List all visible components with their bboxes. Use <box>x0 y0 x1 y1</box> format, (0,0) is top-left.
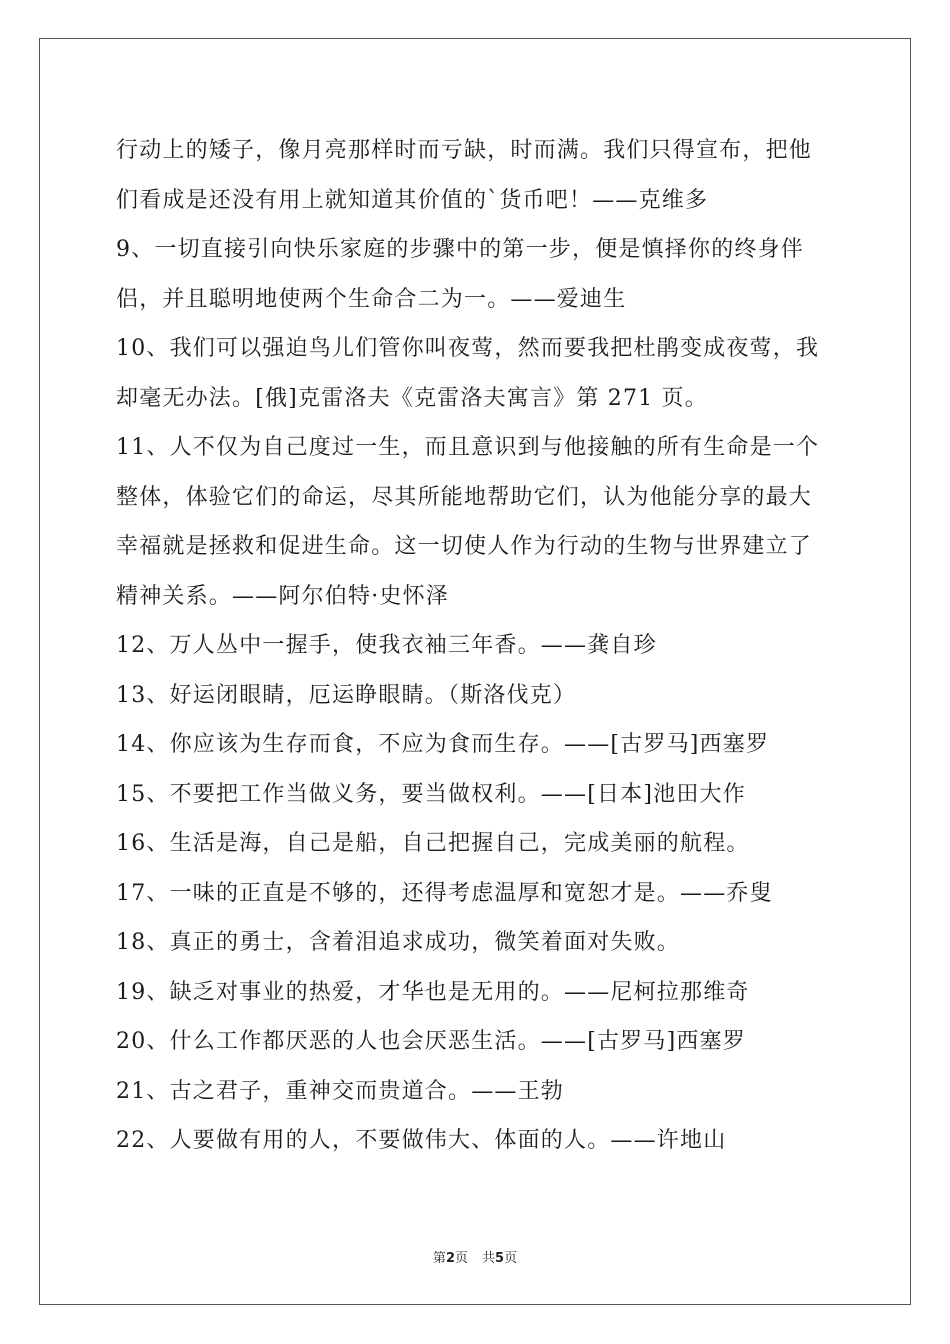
text-line: 18、真正的勇士，含着泪追求成功，微笑着面对失败。 <box>116 930 680 955</box>
text-line: 10、我们可以强迫鸟儿们管你叫夜莺，然而要我把杜鹃变成夜莺，我 <box>116 336 820 361</box>
page-prefix: 第 <box>432 1251 446 1266</box>
text-line: 19、缺乏对事业的热爱，才华也是无用的。——尼柯拉那维奇 <box>116 979 750 1005</box>
text-line: 11、人不仅为自己度过一生，而且意识到与他接触的所有生命是一个 <box>116 435 820 460</box>
text-line: 16、生活是海，自己是船，自己把握自己，完成美丽的航程。 <box>116 831 750 856</box>
text-line: 15、不要把工作当做义务，要当做权利。——[日本]池田大作 <box>116 781 746 807</box>
total-suffix: 页 <box>504 1251 518 1266</box>
text-line: 们看成是还没有用上就知道其价值的`货币吧！——克维多 <box>116 187 709 213</box>
text-line: 17、一味的正直是不够的，还得考虑温厚和宽恕才是。——乔叟 <box>116 880 773 906</box>
text-line: 13、好运闭眼睛，厄运睁眼睛。（斯洛伐克） <box>116 682 577 708</box>
text-line: 精神关系。——阿尔伯特·史怀泽 <box>116 583 449 609</box>
text-line: 22、人要做有用的人，不要做伟大、体面的人。——许地山 <box>116 1128 727 1153</box>
total-prefix: 共 <box>482 1251 496 1266</box>
total-page-number: 5 <box>495 1251 505 1266</box>
page-footer <box>0 1247 950 1266</box>
text-line: 14、你应该为生存而食，不应为食而生存。——[古罗马]西塞罗 <box>116 732 770 757</box>
page-suffix: 页 <box>454 1251 468 1266</box>
current-page-number: 2 <box>445 1251 455 1266</box>
text-line: 20、什么工作都厌恶的人也会厌恶生活。——[古罗马]西塞罗 <box>116 1029 746 1054</box>
document-body <box>116 126 840 1166</box>
text-line: 侣，并且聪明地使两个生命合二为一。——爱迪生 <box>116 286 627 312</box>
text-line: 9、一切直接引向快乐家庭的步骤中的第一步，便是慎择你的终身伴 <box>116 237 804 262</box>
text-line: 整体，体验它们的命运，尽其所能地帮助它们，认为他能分享的最大 <box>116 484 813 510</box>
text-line: 12、万人丛中一握手，使我衣袖三年香。——龚自珍 <box>116 633 657 658</box>
text-line: 幸福就是拯救和促进生命。这一切使人作为行动的生物与世界建立了 <box>116 534 813 559</box>
text-line: 21、古之君子，重神交而贵道合。——王勃 <box>116 1078 564 1104</box>
text-line: 行动上的矮子，像月亮那样时而亏缺，时而满。我们只得宣布，把他 <box>116 138 813 163</box>
text-line: 却毫无办法。[俄]克雷洛夫《克雷洛夫寓言》第 271 页。 <box>116 385 708 411</box>
